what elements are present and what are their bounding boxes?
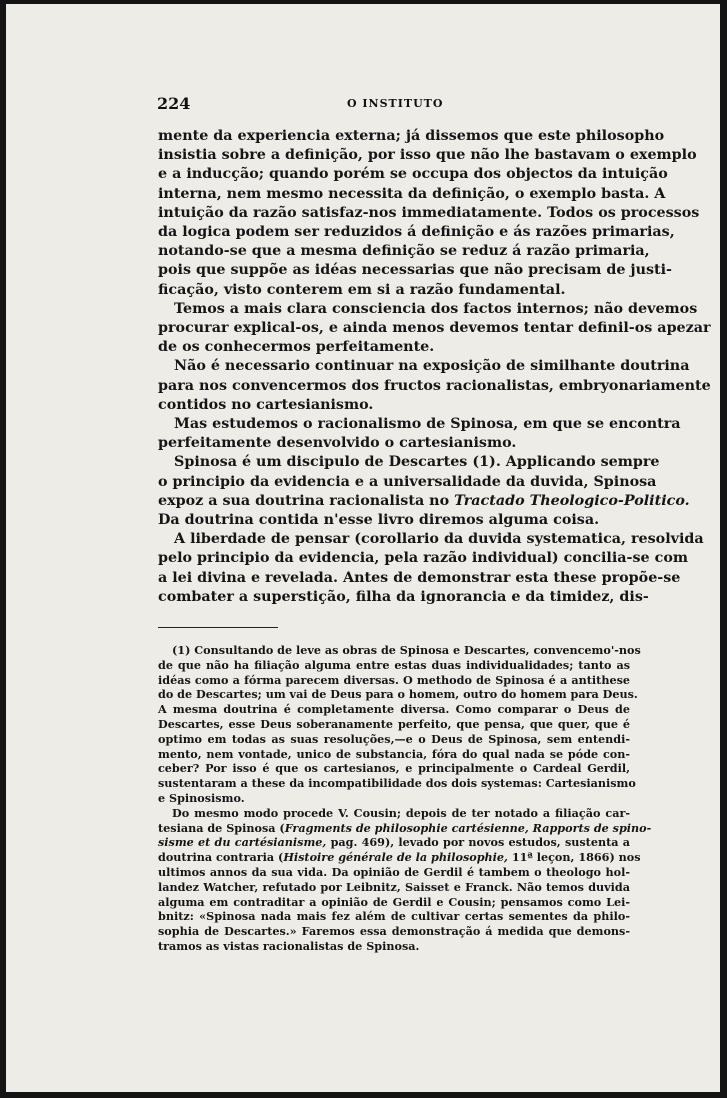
text-line: pelo principio da evidencia, pela razão individual) concilia-se com xyxy=(158,550,688,567)
text-line: mente da experiencia externa; já dissemos que este philosopho xyxy=(158,128,665,144)
main-text xyxy=(158,127,711,607)
text-line: perfeitamente desenvolvido o cartesianismo. xyxy=(158,435,517,452)
footnote-line: do de Descartes; um vai de Deus para o homem, outro do homem para Deus. xyxy=(158,687,638,702)
footnote-divider xyxy=(158,627,278,628)
text-line: o principio da evidencia e a universalidade da duvida, Spinosa xyxy=(158,473,657,490)
footnote-line: optimo em todas as suas resoluções,—e o Deus de Spinosa, sem entendi- xyxy=(158,731,630,746)
text-line: interna, nem mesmo necessita da definição, o exemplo basta. A xyxy=(158,185,666,202)
text-line: insistia sobre a definição, por isso que não lhe bastavam o exemplo xyxy=(158,147,697,164)
cited-work: Fragments de philosophie cartésienne, Rapports de spino- xyxy=(284,820,652,835)
text-line: Temos a mais clara consciencia dos factos internos; não devemos xyxy=(174,300,698,317)
footnote-line xyxy=(158,850,641,865)
text-line: pois que suppõe as idéas necessarias que não precisam de justi- xyxy=(158,262,672,279)
book-title: Tractado Theologico-Politico. xyxy=(454,492,690,509)
text-line: procurar explical-os, e ainda menos devemos tentar definil-os apezar xyxy=(158,320,711,337)
footnote-line: e Spinosismo. xyxy=(158,790,245,805)
footnote-line: alguma em contraditar a opinião de Gerdil e Cousin; pensamos como Lei- xyxy=(158,894,630,909)
cited-work: sisme et du cartésianisme, xyxy=(158,835,327,850)
footnote-line: mento, nem vontade, unico de substancia, fóra do qual nada se póde con- xyxy=(158,746,630,761)
cited-work: Histoire générale de la philosophie, xyxy=(283,850,508,865)
text-line: intuição da razão satisfaz-nos immediatamente. Todos os processos xyxy=(158,204,700,221)
text-line: da logica podem ser reduzidos á definição e ás razões primarias, xyxy=(158,224,675,241)
text-segment: pag. 469), levado por novos estudos, sustenta a xyxy=(326,835,630,850)
footnote-line xyxy=(158,835,630,850)
text-line xyxy=(158,492,690,511)
page-header xyxy=(157,94,627,116)
footnote-line: de que não ha filiação alguma entre estas duas individualidades; tanto as xyxy=(158,657,630,672)
text-line: Da doutrina contida n'esse livro diremos alguma coisa. xyxy=(158,512,600,529)
footnote-line: landez Watcher, refutado por Leibnitz, Saisset e Franck. Não temos duvida xyxy=(158,879,630,894)
text-line: ficação, visto conterem em si a razão fundamental. xyxy=(158,281,566,298)
page-number: 224 xyxy=(157,94,191,113)
footnote-line: ceber? Por isso é que os cartesianos, e principalmente o Cardeal Gerdil, xyxy=(158,761,630,776)
text-segment: expoz a sua doutrina racionalista no xyxy=(158,492,455,509)
text-segment: doutrina contraria ( xyxy=(158,850,284,865)
footnote-line: sustentaram a these da incompatibilidade dos dois systemas: Cartesianismo xyxy=(158,776,636,791)
text-line: de os conhecermos perfeitamente. xyxy=(158,339,435,356)
text-line: para nos convencermos dos fructos racionalistas, embryonariamente xyxy=(158,377,711,394)
text-line: combater a superstição, filha da ignorancia e da timidez, dis- xyxy=(158,588,649,605)
footnote-line: idéas como a fórma parecem diversas. O methodo de Spinosa é a antithese xyxy=(158,672,630,687)
footnote-line: A mesma doutrina é completamente diversa. Como comparar o Deus de xyxy=(158,702,630,717)
text-segment: 11ª leçon, 1866) nos xyxy=(507,850,641,865)
text-segment: tesiana de Spinosa ( xyxy=(158,820,285,835)
text-line: e a inducção; quando porém se occupa dos objectos da intuição xyxy=(158,166,668,183)
footnote-line: Do mesmo modo procede V. Cousin; depois de ter notado a filiação car- xyxy=(172,805,630,820)
footnote-line: bnitz: «Spinosa nada mais fez além de cultivar certas sementes da philo- xyxy=(158,909,630,924)
text-line: Mas estudemos o racionalismo de Spinosa, em que se encontra xyxy=(174,416,681,433)
text-line: A liberdade de pensar (corollario da duvida systematica, resolvida xyxy=(174,531,704,548)
footnote-line xyxy=(158,820,652,836)
footnote-line: ultimos annos da sua vida. Da opinião de Gerdil é tambem o theologo hol- xyxy=(158,864,630,879)
footnote xyxy=(158,643,652,954)
footnote-line: sophia de Descartes.» Faremos essa demonstração á medida que demons- xyxy=(158,924,630,939)
text-line: contidos no cartesianismo. xyxy=(158,396,374,413)
footnote-line: Descartes, esse Deus soberanamente perfeito, que pensa, que quer, que é xyxy=(158,716,630,731)
text-line: notando-se que a mesma definição se reduz á razão primaria, xyxy=(158,243,650,260)
text-line: Spinosa é um discipulo de Descartes (1). Applicando sempre xyxy=(174,454,660,471)
text-line: a lei divina e revelada. Antes de demonstrar esta these propõe-se xyxy=(158,569,681,586)
footnote-line: (1) Consultando de leve as obras de Spinosa e Descartes, convencemo'-nos xyxy=(172,643,641,657)
running-title: O INSTITUTO xyxy=(347,97,444,110)
book-page xyxy=(6,4,720,1092)
text-line: Não é necessario continuar na exposição de similhante doutrina xyxy=(174,358,690,375)
footnote-line: tramos as vistas racionalistas de Spinosa. xyxy=(158,938,420,953)
